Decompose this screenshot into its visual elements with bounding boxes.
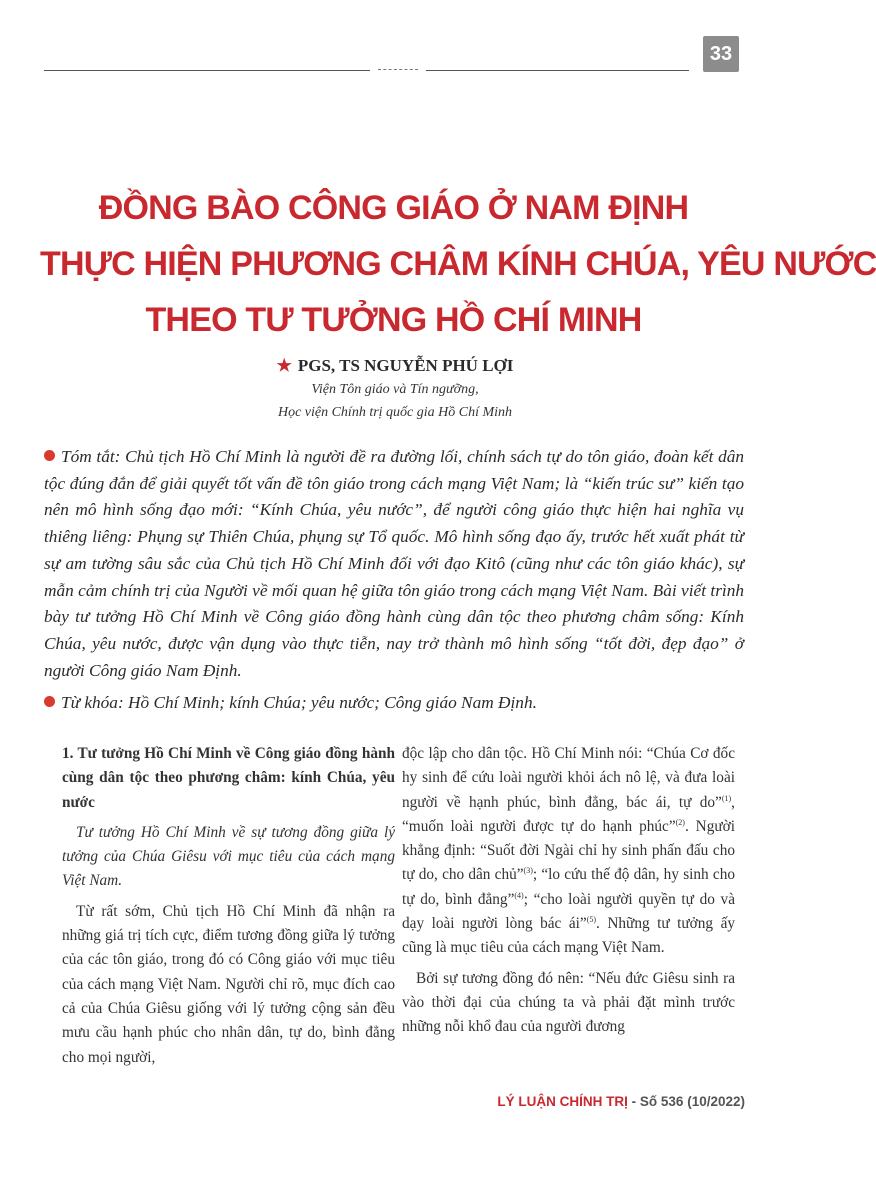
- star-icon: ★: [276, 356, 292, 375]
- keywords-text: Từ khóa: Hồ Chí Minh; kính Chúa; yêu nước; Công giáo Nam Định.: [61, 693, 537, 712]
- left-column: [62, 742, 395, 1070]
- subsection-heading: Tư tưởng Hồ Chí Minh về sự tương đồng giữa lý tưởng của Chúa Giêsu với mục tiêu của cách mạng Việt Nam.: [62, 823, 395, 890]
- footnote-ref-3: (3): [523, 866, 533, 876]
- abstract-text: Tóm tắt: Chủ tịch Hồ Chí Minh là người đề ra đường lối, chính sách tự do tôn giáo, đoàn kết dân tộc đúng đắn để giải quyết tốt vấn đề tôn giáo trong cách mạng Việt Nam; là “kiến trúc sư” kiến tạo nên mô hình sống đạo mới: “Kính Chúa, yêu nước”, để người công giáo thực hiện hai nghĩa vụ thiêng liêng: Phụng sự Thiên Chúa, phụng sự Tổ quốc. Mô hình sống đạo ấy, trước hết xuất phát từ sự am tường sâu sắc của Chủ tịch Hồ Chí Minh đối với đạo Kitô (cũng như các tôn giáo khác), sự mẫn cảm chính trị của Người về mối quan hệ giữa tôn giáo trong cách mạng Việt Nam. Bài viết trình bày tư tưởng Hồ Chí Minh về Công giáo đồng hành cùng dân tộc theo phương châm sống: Kính Chúa, yêu nước, được vận dụng vào thực tiễn, nay trở thành mô hình sống “tốt đời, đẹp đạo” ở người Công giáo Nam Định.: [44, 447, 744, 680]
- abstract: [44, 444, 744, 684]
- title-line-3: THEO TƯ TƯỞNG HỒ CHÍ MINH: [145, 301, 642, 339]
- header-rule-gap: [370, 64, 426, 76]
- paragraph: Từ rất sớm, Chủ tịch Hồ Chí Minh đã nhận ra những giá trị tích cực, điểm tương đồng giữa lý tưởng của các tôn giáo, trong đó có Công giáo với mục tiêu của cách mạng Việt Nam. Người chỉ rõ, mục đích cao cả của Chúa Giêsu giống với lý tưởng cộng sản đều mưu cầu hạnh phúc cho nhân dân, tự do, bình đẳng cho mọi người,: [62, 902, 395, 1066]
- title-line-2: THỰC HIỆN PHƯƠNG CHÂM KÍNH CHÚA, YÊU NƯỚC: [40, 245, 876, 283]
- author-affiliation-2: Học viện Chính trị quốc gia Hồ Chí Minh: [277, 405, 513, 420]
- text-run: . Những tư tưởng ấy cũng là mục tiêu của cách mạng Việt Nam.: [402, 915, 736, 957]
- journal-name: LÝ LUẬN CHÍNH TRỊ: [497, 1094, 628, 1109]
- header-rule: [44, 70, 689, 71]
- keywords: [44, 690, 744, 716]
- author-affiliation-1: Viện Tôn giáo và Tín ngưỡng,: [311, 382, 479, 397]
- header-rule-ornament: [378, 69, 418, 70]
- text-run: độc lập cho dân tộc. Hồ Chí Minh nói: “Chúa Cơ đốc hy sinh để cứu loài người khỏi ách nô lệ, và đưa loài người về hạnh phúc, bình đẳng, bác ái, tự do”: [402, 745, 735, 811]
- text-run: , “muốn loài người được tự do hạnh phúc”: [402, 793, 735, 835]
- journal-issue: - Số 536 (10/2022): [627, 1094, 745, 1109]
- text-run: ; “cho loài người quyền tự do và dạy loài người lòng bác ái”: [402, 890, 735, 933]
- paragraph: [402, 742, 735, 961]
- page-number-badge: 33: [703, 36, 739, 72]
- article-title: [40, 180, 876, 348]
- footnote-ref-1: (1): [721, 793, 732, 803]
- text-run: ; “lo cứu thế độ dân, hy sinh cho tự do, bình đẳng”: [402, 866, 735, 908]
- footnote-ref-4: (4): [514, 890, 524, 900]
- author-name: PGS, TS NGUYỄN PHÚ LỢI: [297, 356, 514, 375]
- section-heading: 1. Tư tưởng Hồ Chí Minh về Công giáo đồng hành cùng dân tộc theo phương châm: kính Chúa, yêu nước: [62, 745, 395, 811]
- text-run: . Người khẳng định: “Suốt đời Ngài chỉ hy sinh phấn đấu cho tự do, cho dân chủ”: [402, 817, 735, 884]
- paragraph: Bởi sự tương đồng đó nên: “Nếu đức Giêsu sinh ra vào thời đại của chúng ta và phải đặt mình trước những nỗi khổ đau của người đương: [402, 969, 735, 1036]
- bullet-icon: [44, 696, 55, 707]
- journal-footer: [470, 1094, 745, 1109]
- bullet-icon: [44, 450, 55, 461]
- author-line: [200, 356, 590, 376]
- footnote-ref-5: (5): [586, 914, 597, 924]
- right-column: [402, 742, 735, 1040]
- title-line-1: ĐỒNG BÀO CÔNG GIÁO Ở NAM ĐỊNH: [98, 189, 689, 227]
- footnote-ref-2: (2): [675, 817, 685, 827]
